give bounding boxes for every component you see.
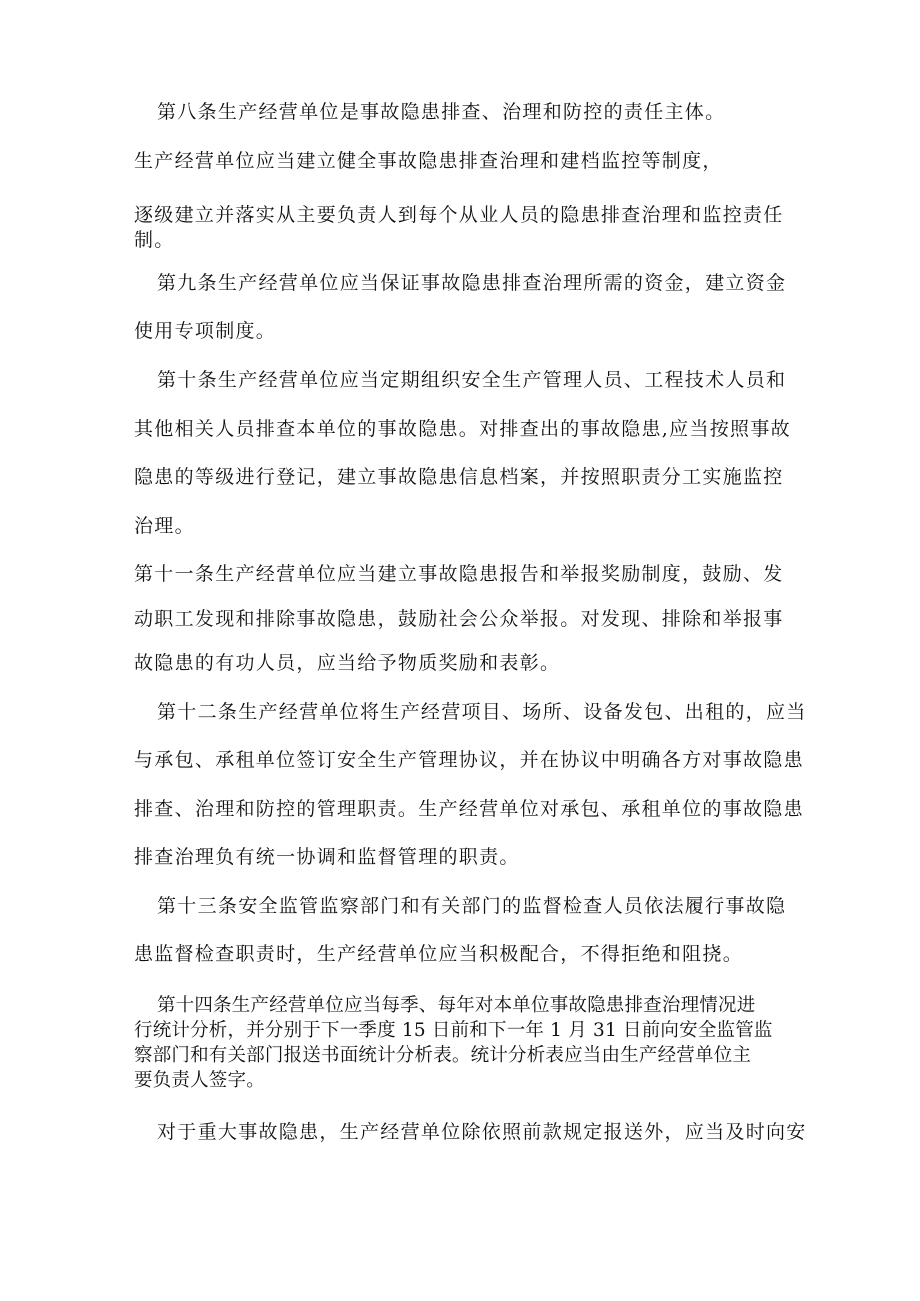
article-8-line-4: 制。: [134, 229, 175, 251]
article-14-line-1: 第十四条生产经营单位应当每季、每年对本单位事故隐患排查治理情况进: [157, 995, 756, 1016]
article-14-line-4: 要负责人签字。: [134, 1070, 265, 1091]
article-10-line-2: 其他相关人员排查本单位的事故隐患。对排查出的事故隐患,应当按照事故: [134, 418, 791, 440]
article-9-line-2: 使用专项制度。: [134, 320, 277, 342]
article-13-line-1: 第十三条安全监管监察部门和有关部门的监督检查人员依法履行事故隐: [157, 895, 787, 917]
article-8-line-2: 生产经营单位应当建立健全事故隐患排查治理和建档监控等制度，: [134, 150, 723, 172]
article-12-line-3: 排查、治理和防控的管理职责。生产经营单位对承包、承租单位的事故隐患: [134, 798, 804, 820]
article-11-line-2: 动职工发现和排除事故隐患，鼓励社会公众举报。对发现、排除和举报事: [134, 608, 784, 630]
article-8-line-3: 逐级建立并落实从主要负责人到每个从业人员的隐患排查治理和监控责任: [134, 204, 784, 226]
article-12-line-1: 第十二条生产经营单位将生产经营项目、场所、设备发包、出租的，应当: [157, 701, 807, 723]
article-14-line-2: 行统计分析，并分别于下一季度 15 日前和下一年 1 月 31 日前向安全监管监: [134, 1020, 773, 1041]
article-11-line-3: 故隐患的有功人员，应当给予物质奖励和表彰。: [134, 652, 561, 674]
article-11-line-1: 第十一条生产经营单位应当建立事故隐患报告和举报奖励制度，鼓励、发: [134, 563, 784, 585]
article-8-line-1: 第八条生产经营单位是事故隐患排查、治理和防控的责任主体。: [157, 101, 726, 123]
article-10-line-4: 治理。: [134, 515, 195, 537]
article-9-line-1: 第九条生产经营单位应当保证事故隐患排查治理所需的资金，建立资金: [157, 272, 787, 294]
article-10-line-3: 隐患的等级进行登记，建立事故隐患信息档案，并按照职责分工实施监控: [134, 466, 784, 488]
article-14-line-3: 察部门和有关部门报送书面统计分析表。统计分析表应当由生产经营单位主: [134, 1045, 752, 1066]
article-13-line-2: 患监督检查职责时，生产经营单位应当积极配合，不得拒绝和阻挠。: [134, 943, 744, 965]
article-12-line-4: 排查治理负有统一协调和监督管理的职责。: [134, 846, 520, 868]
article-12-line-2: 与承包、承租单位签订安全生产管理协议，并在协议中明确各方对事故隐患: [134, 749, 804, 771]
article-10-line-1: 第十条生产经营单位应当定期组织安全生产管理人员、工程技术人员和: [157, 369, 787, 391]
article-14-paragraph-2-line-1: 对于重大事故隐患，生产经营单位除依照前款规定报送外，应当及时向安: [157, 1121, 807, 1143]
